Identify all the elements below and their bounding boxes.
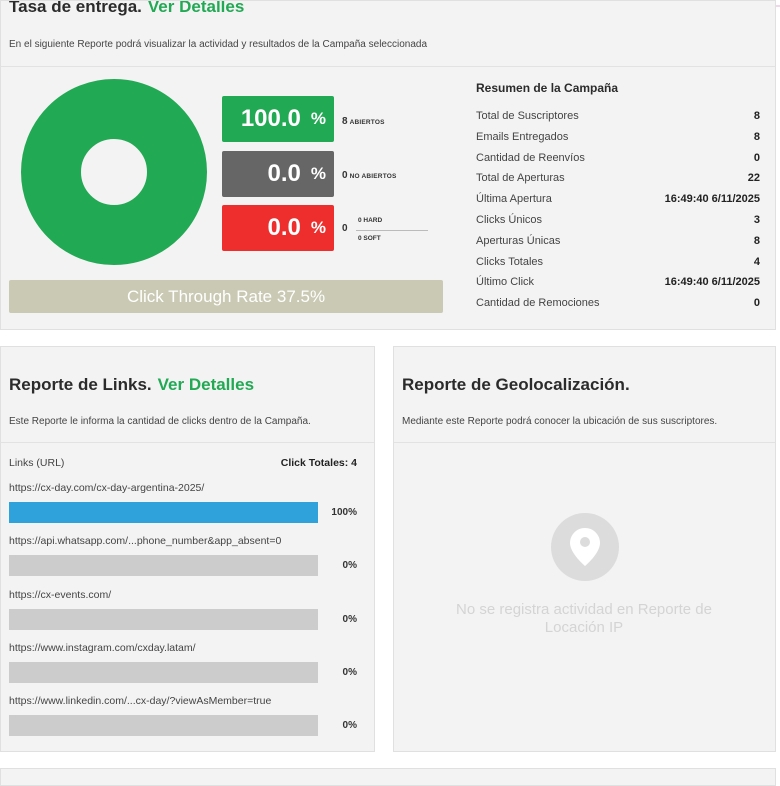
- summary-row-label: Emails Entregados: [476, 130, 569, 143]
- summary-row-value: 8: [753, 110, 760, 122]
- link-url[interactable]: https://www.linkedin.com/...cx-day/?viewAsMember=true: [9, 695, 272, 708]
- summary-row-value: 3: [753, 214, 760, 226]
- not-opened-count-label: [342, 170, 397, 181]
- link-click-bar: [9, 555, 318, 576]
- not-opened-label: NO ABIERTOS: [349, 173, 397, 180]
- open-rate-donut-chart: [21, 79, 207, 265]
- links-title: [9, 375, 254, 395]
- summary-row-value: 0: [753, 151, 760, 164]
- summary-row-label: Clicks Únicos: [476, 214, 543, 226]
- summary-row: [476, 297, 760, 317]
- summary-row-label: Cantidad de Remociones: [476, 297, 600, 310]
- soft-bounce-label: 0 SOFT: [358, 235, 381, 242]
- next-panel-edge: [0, 768, 776, 786]
- geo-title: Reporte de Geolocalización.: [402, 375, 630, 394]
- map-pin-glyph: [570, 528, 600, 566]
- summary-row-label: Total de Aperturas: [476, 172, 565, 185]
- link-click-bar: [9, 662, 318, 683]
- summary-row-value: 22: [747, 172, 760, 185]
- opened-label: ABIERTOS: [349, 119, 385, 126]
- link-click-percent: 0%: [342, 613, 357, 625]
- link-url[interactable]: https://www.instagram.com/cxday.latam/: [9, 641, 196, 654]
- not-opened-rate-box: [222, 151, 334, 197]
- delivery-divider: [1, 66, 775, 67]
- click-through-rate-bar: Click Through Rate 37.5%: [9, 280, 443, 313]
- bounced-count: 0: [342, 223, 348, 234]
- delivery-description: En el siguiente Reporte podrá visualizar la actividad y resultados de la Campaña seleccionada: [9, 39, 428, 50]
- link-url[interactable]: https://api.whatsapp.com/...phone_number&app_absent=0: [9, 535, 282, 548]
- hard-bounce-label: 0 HARD: [358, 217, 383, 224]
- links-title-text: Reporte de Links.: [9, 375, 152, 394]
- geo-description: Mediante este Reporte podrá conocer la ubicación de sus suscriptores.: [402, 416, 718, 427]
- links-total-clicks: Click Totales: 4: [280, 457, 357, 469]
- opened-rate-percent-sign: %: [310, 109, 326, 128]
- summary-row-value: 16:49:40 6/11/2025: [664, 193, 760, 206]
- link-click-bar: [9, 502, 318, 523]
- summary-row: [476, 193, 760, 213]
- summary-row: [476, 276, 760, 296]
- links-report-panel: [0, 346, 375, 752]
- delivery-title: [9, 0, 244, 17]
- opened-rate-value: 100.0: [240, 105, 301, 132]
- link-click-bar-fill: [9, 502, 318, 523]
- bounced-rate-box: [222, 205, 334, 251]
- delivery-title-text: Tasa de entrega.: [9, 0, 142, 16]
- opened-count: 8: [342, 116, 348, 127]
- summary-row: [476, 152, 760, 172]
- links-divider: [1, 442, 374, 443]
- bounce-divider: [356, 230, 428, 231]
- map-pin-icon: [551, 513, 619, 581]
- summary-row-label: Clicks Totales: [476, 255, 544, 268]
- links-url-column-label: Links (URL): [9, 457, 65, 469]
- geo-divider: [394, 442, 775, 443]
- opened-rate-box: [222, 96, 334, 142]
- link-click-percent: 0%: [342, 720, 357, 732]
- delivery-details-link[interactable]: Ver Detalles: [147, 0, 245, 16]
- donut-opened-segment: [51, 109, 177, 235]
- summary-row-value: 8: [753, 130, 760, 143]
- delivery-panel: [0, 0, 776, 330]
- summary-row-value: 0: [753, 297, 760, 310]
- summary-row-label: Última Apertura: [476, 193, 552, 206]
- geolocation-report-panel: [393, 346, 776, 752]
- summary-row-value: 4: [753, 255, 760, 268]
- summary-row-value: 16:49:40 6/11/2025: [664, 276, 760, 289]
- summary-row-label: Último Click: [476, 276, 535, 289]
- summary-row: [476, 256, 760, 276]
- geo-empty-line-2: Locación IP: [544, 619, 624, 636]
- bounced-rate-value: 0.0: [267, 214, 301, 241]
- not-opened-percent-sign: %: [310, 164, 326, 183]
- bounced-percent-sign: %: [310, 218, 326, 237]
- links-table-header: [9, 457, 357, 469]
- not-opened-rate-value: 0.0: [267, 160, 301, 187]
- link-click-percent: 0%: [342, 666, 357, 678]
- link-click-percent: 0%: [342, 560, 357, 572]
- links-details-link[interactable]: Ver Detalles: [157, 375, 255, 394]
- summary-row: [476, 214, 760, 234]
- summary-row: [476, 172, 760, 192]
- summary-row-label: Cantidad de Reenvíos: [476, 151, 585, 164]
- link-url[interactable]: https://cx-day.com/cx-day-argentina-2025/: [9, 482, 205, 494]
- opened-count-label: [342, 116, 385, 127]
- links-description: Este Reporte le informa la cantidad de clicks dentro de la Campaña.: [9, 416, 311, 427]
- link-click-percent: 100%: [331, 507, 357, 518]
- summary-title: Resumen de la Campaña: [476, 81, 619, 95]
- summary-row: [476, 131, 760, 151]
- summary-row-value: 8: [753, 234, 760, 247]
- link-click-bar: [9, 609, 318, 630]
- link-click-bar: [9, 715, 318, 736]
- geo-empty-line-1: No se registra actividad en Reporte de: [456, 601, 712, 618]
- summary-row: [476, 235, 760, 255]
- geo-empty-message: [434, 601, 734, 637]
- not-opened-count: 0: [342, 170, 348, 181]
- link-url[interactable]: https://cx-events.com/: [9, 588, 112, 601]
- summary-row-label: Total de Suscriptores: [476, 110, 579, 122]
- summary-row-label: Aperturas Únicas: [476, 234, 561, 247]
- summary-row: [476, 110, 760, 130]
